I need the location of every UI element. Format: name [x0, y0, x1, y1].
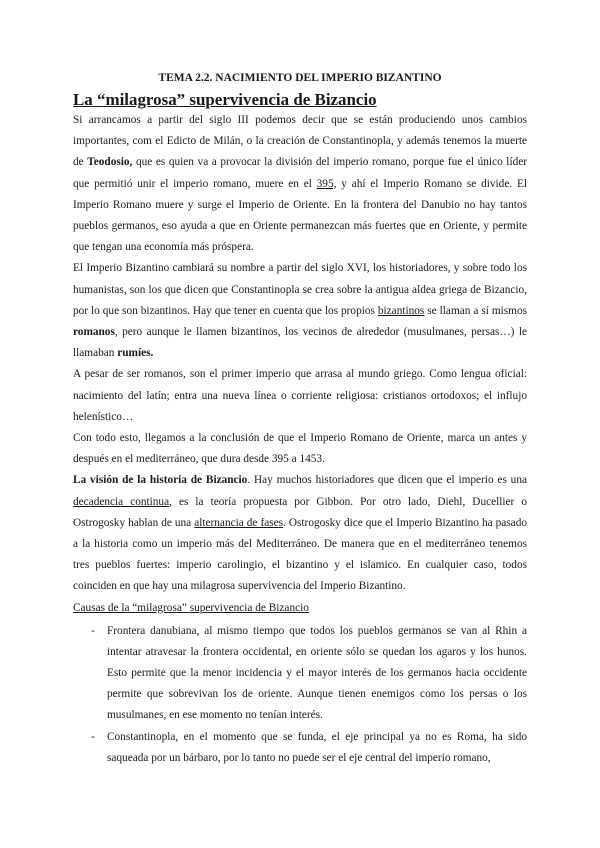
- paragraph-1: [73, 110, 527, 258]
- paragraph-3: A pesar de ser romanos, son el primer imperio que arrasa al mundo griego. Como lengua oficial: nacimiento del latín; entra una nueva línea o corriente religiosa: cristianos ortodoxos; el influjo helenístico…: [73, 368, 527, 423]
- paragraph-2-text-e: , pero aunque le llamen bizantinos, los vecinos de alrededor (musulmanes, persas…) le llamaban: [73, 326, 527, 360]
- paragraph-2: [73, 258, 527, 364]
- causes-list: [73, 621, 527, 769]
- paragraph-5: [73, 470, 527, 597]
- alternancia-de-fases-underlined: alternancia de fases: [194, 516, 284, 529]
- paragraph-5-text-f: . Ostrogosky dice que el Imperio Bizantino ha pasado a la historia como un imperio más del Mediterráneo. De manera que en el mediterráneo tenemos tres pueblos fuertes: imperio carolingio, el bizantino y el islamico. En cualquier caso, todos coinciden en que hay una milagrosa supervivencia del Imperio Bizantino.: [73, 516, 527, 593]
- section-subtitle: La “milagrosa” supervivencia de Bizancio: [73, 90, 377, 109]
- paragraph-2-text-a: El Imperio Bizantino cambiará su nombre a partir del siglo XVI, los historiadores, y sobre todo los humanistas, son los que dicen que Constantinopla se crea sobre la antigua aldea griega de Bizancio, por lo que son bizantinos. Hay que tener en cuenta que los propios: [73, 262, 527, 317]
- list-dash-marker: -: [91, 624, 95, 637]
- document-page: [73, 68, 527, 769]
- romanos-bold: romanos: [73, 326, 115, 339]
- page-title: TEMA 2.2. NACIMIENTO DEL IMPERIO BIZANTINO: [158, 72, 442, 84]
- paragraph-1-text-e: y ahí el Imperio Romano se divide. El Imperio Romano muere y surge el Imperio de Oriente. En la frontera del Danubio no hay tantos pueblos germanos, eso ayuda a que en Oriente permanezcan más fuertes que en Oriente, y permite que tengan una economía más próspera.: [73, 177, 527, 254]
- list-item-text: Frontera danubiana, al mismo tiempo que todos los pueblos germanos se van al Rhin a intentar atravesar la frontera occidental, en oriente sólo se quedan los agaros y los hunos. Esto permite que la menor incidencia y el mayor interés de los germanos hacia occidente permite que sobrevivan los de oriente. Aunque tienen enemigos como los persas o los musulmanes, en ese momento no tenían interés.: [107, 624, 527, 722]
- paragraph-1-text-a: Si arrancamos a partir del siglo III podemos decir que se están produciendo unos cambios importantes, com el Edicto de Milán, o la creación de Constantinopla, y además tenemos la muerte de: [73, 114, 527, 169]
- list-item: [73, 621, 527, 727]
- paragraph-5-text-b: . Hay muchos historiadores que dicen que el imperio es una: [247, 474, 527, 487]
- paragraph-2-text-c: se llaman a sí mismos: [424, 304, 527, 317]
- bizantinos-underlined: bizantinos: [377, 304, 425, 317]
- list-item-text: Constantinopla, en el momento que se funda, el eje principal ya no es Roma, ha sido saqueada por un bárbaro, por lo tanto no puede ser el eje central del imperio romano,: [107, 730, 527, 764]
- rumies-bold: rumíes.: [117, 347, 154, 360]
- decadencia-continua-underlined: decadencia continua: [73, 495, 170, 508]
- paragraph-4: Con todo esto, llegamos a la conclusión de que el Imperio Romano de Oriente, marca un antes y después en el mediterráneo, que dura desde 395 a 1453.: [73, 432, 527, 466]
- vision-heading-bold: La visión de la historia de Bizancio: [73, 474, 248, 487]
- teodosio-bold: Teodosio,: [87, 156, 133, 169]
- paragraph-1-text-c: que es quien va a provocar la división del imperio romano, porque fue el único líder que permitió unir el imperio romano, muere en el: [73, 156, 528, 190]
- year-395-underlined: 395,: [316, 177, 337, 190]
- paragraph-5-text-d: , es la teoría propuesta por Gibbon. Por otro lado, Diehl, Ducellier o Ostrogosky hablan de una: [73, 495, 527, 529]
- list-item: [73, 727, 527, 769]
- list-dash-marker: -: [91, 730, 95, 743]
- causes-heading: Causas de la “milagrosa” supervivencia de Bizancio: [73, 601, 309, 614]
